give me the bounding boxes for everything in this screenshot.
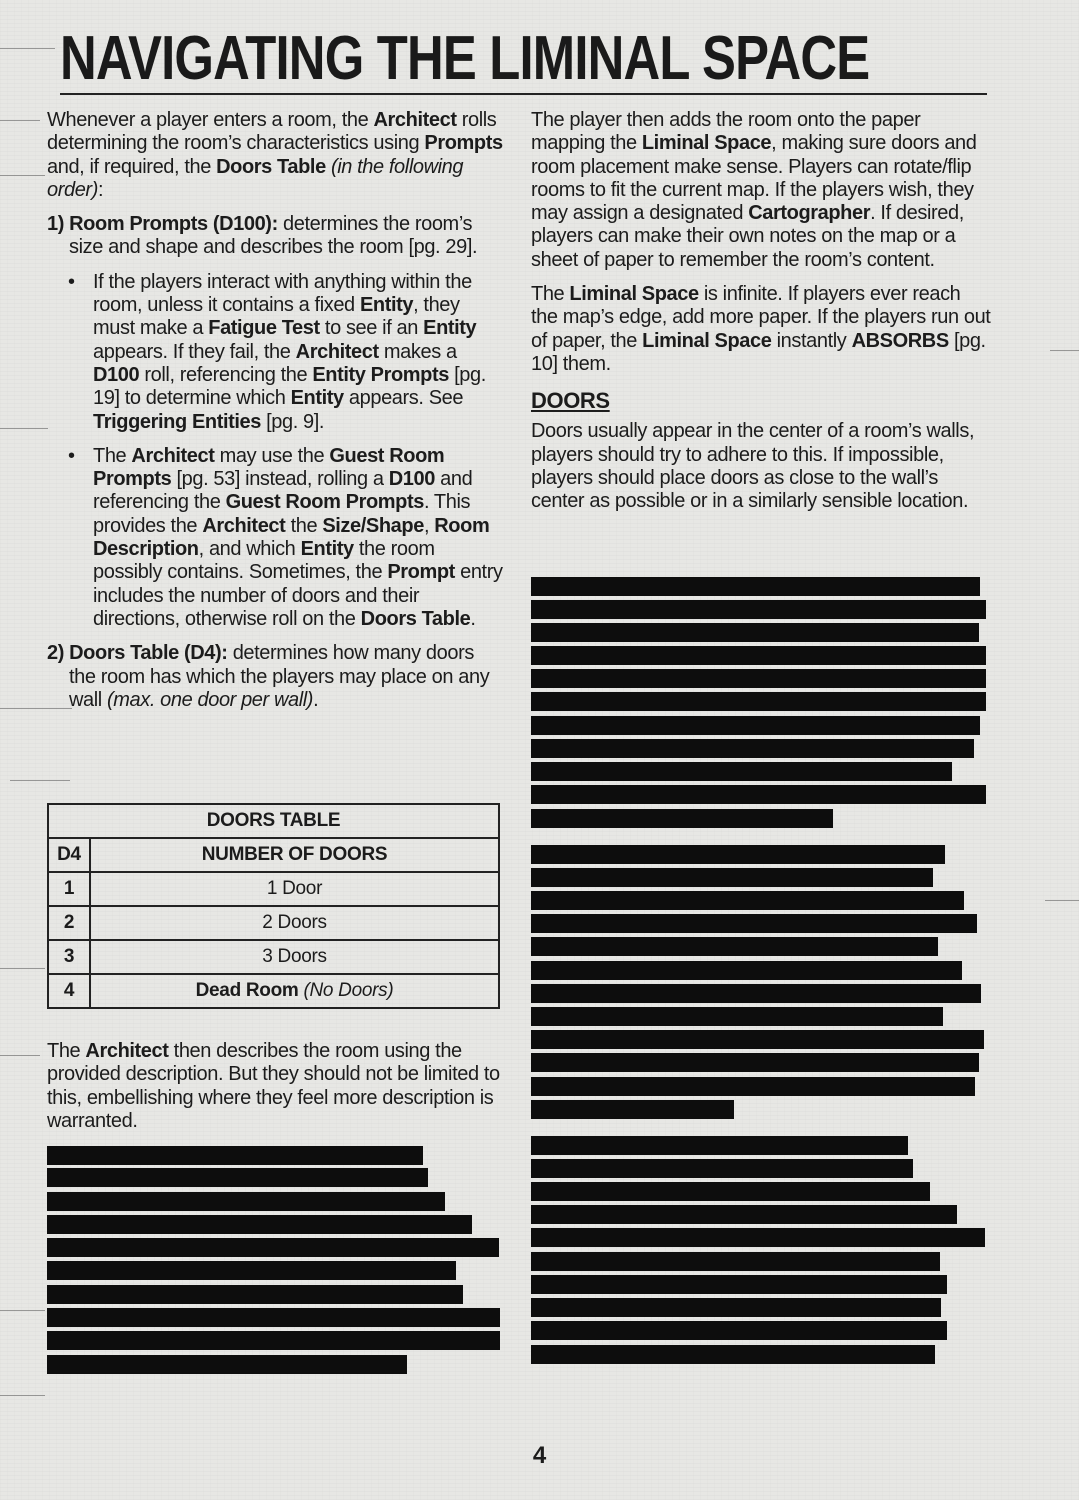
- redaction-bar: [531, 1007, 943, 1026]
- redaction-bar: [531, 937, 938, 956]
- redaction-bar: [531, 762, 952, 781]
- redaction-bar: [47, 1168, 428, 1187]
- paper-scuff: [1045, 900, 1079, 901]
- title-rule: [60, 93, 987, 95]
- redaction-bar: [47, 1308, 500, 1327]
- column-header-d4: D4: [48, 838, 90, 872]
- redaction-bar: [531, 868, 933, 887]
- column-header-number-of-doors: NUMBER OF DOORS: [90, 838, 499, 872]
- redaction-bar: [531, 577, 980, 596]
- redaction-bar: [47, 1261, 456, 1280]
- redaction-bar: [531, 984, 981, 1003]
- redaction-bar: [531, 1030, 984, 1049]
- redaction-bar: [531, 1100, 734, 1119]
- redaction-bar: [531, 785, 986, 804]
- paper-scuff: [0, 1055, 40, 1056]
- redaction-bar: [531, 1345, 935, 1364]
- paper-scuff: [0, 120, 40, 121]
- paper-scuff: [10, 780, 70, 781]
- paper-scuff: [1050, 350, 1079, 351]
- redaction-bar: [531, 669, 986, 688]
- redaction-bar: [531, 646, 986, 665]
- table-row: 1 1 Door: [48, 872, 499, 906]
- paper-scuff: [0, 1395, 45, 1396]
- redaction-bar: [47, 1285, 463, 1304]
- redaction-bar: [47, 1331, 500, 1350]
- right-column: [531, 109, 991, 513]
- redaction-bar: [531, 600, 986, 619]
- redaction-bar: [531, 1275, 947, 1294]
- doors-table: [47, 803, 500, 1009]
- redaction-bar: [531, 809, 833, 828]
- table-title: DOORS TABLE: [48, 804, 499, 838]
- redaction-bar: [531, 739, 974, 758]
- redaction-bar: [531, 1321, 947, 1340]
- table-row: 4 Dead Room (No Doors): [48, 974, 499, 1008]
- redaction-bar: [47, 1215, 472, 1234]
- redaction-bar: [531, 1228, 985, 1247]
- redaction-bar: [531, 1053, 979, 1072]
- page-title: NAVIGATING THE LIMINAL SPACE: [60, 24, 870, 93]
- description-paragraph: The Architect then describes the room using the provided description. But they should not be limited to this, embellishing where they feel more description is warranted.: [47, 1040, 500, 1132]
- redaction-bar: [531, 692, 986, 711]
- redaction-bar: [531, 1182, 930, 1201]
- intro-paragraph: Whenever a player enters a room, the Architect rolls determining the room’s characteristics using Prompts and, if required, the Doors Table (in the following order):: [47, 109, 503, 201]
- redaction-bar: [531, 891, 964, 910]
- table-row: 3 3 Doors: [48, 940, 499, 974]
- redaction-bar: [47, 1146, 423, 1165]
- page-number: 4: [532, 1442, 547, 1469]
- infinite-paragraph: The Liminal Space is infinite. If players ever reach the map’s edge, add more paper. If the players run out of paper, the Liminal Space instantly ABSORBS [pg. 10] them.: [531, 283, 991, 375]
- room-prompts-item: 1) Room Prompts (D100): determines the room’s size and shape and describes the room [pg. 29].: [47, 213, 478, 259]
- redaction-bar: [531, 1205, 957, 1224]
- redaction-bar: [47, 1238, 499, 1257]
- redaction-bar: [531, 623, 979, 642]
- doors-paragraph: Doors usually appear in the center of a room’s walls, players should try to adhere to this. If impossible, players should place doors as close to the wall’s center as possible or in a similarly sensible location.: [531, 420, 975, 513]
- left-column: [47, 109, 505, 712]
- redaction-bar: [531, 845, 945, 864]
- paper-scuff: [0, 428, 48, 429]
- redaction-bar: [531, 1159, 913, 1178]
- paper-scuff: [0, 175, 45, 176]
- list-item: • If the players interact with anything within the room, unless it contains a fixed Entity, they must make a Fatigue Test to see if an Entity appears. If they fail, the Architect makes a D100 roll, referencing the Entity Prompts [pg. 19] to determine which Entity appears. See Triggering Entities [pg. 9].: [47, 271, 505, 434]
- redaction-bar: [531, 1077, 975, 1096]
- redaction-bar: [531, 1252, 940, 1271]
- redaction-bar: [531, 961, 962, 980]
- redaction-bar: [531, 1298, 941, 1317]
- doors-table-item: 2) Doors Table (D4): determines how many doors the room has which the players may place on any wall (max. one door per wall).: [47, 642, 490, 711]
- redaction-bar: [531, 914, 977, 933]
- paper-scuff: [0, 48, 55, 49]
- redaction-bar: [47, 1355, 407, 1374]
- redaction-bar: [531, 716, 980, 735]
- paper-scuff: [0, 968, 45, 969]
- table-row: 2 2 Doors: [48, 906, 499, 940]
- mapping-paragraph: The player then adds the room onto the paper mapping the Liminal Space, making sure doors and room placement make sense. Players can rotate/flip rooms to fit the current map. If the players wish, they may assign a designated Cartographer. If desired, players can make their own notes on the map or a sheet of paper to remember the room’s content.: [531, 109, 977, 271]
- redaction-bar: [47, 1192, 445, 1211]
- paper-scuff: [0, 1310, 45, 1311]
- redaction-bar: [531, 1136, 908, 1155]
- doors-heading: DOORS: [531, 388, 610, 414]
- list-item: • The Architect may use the Guest Room Prompts [pg. 53] instead, rolling a D100 and referencing the Guest Room Prompts. This provides the Architect the Size/Shape, Room Description, and which Entity the room possibly contains. Sometimes, the Prompt entry includes the number of doors and their directions, otherwise roll on the Doors Table.: [47, 445, 505, 631]
